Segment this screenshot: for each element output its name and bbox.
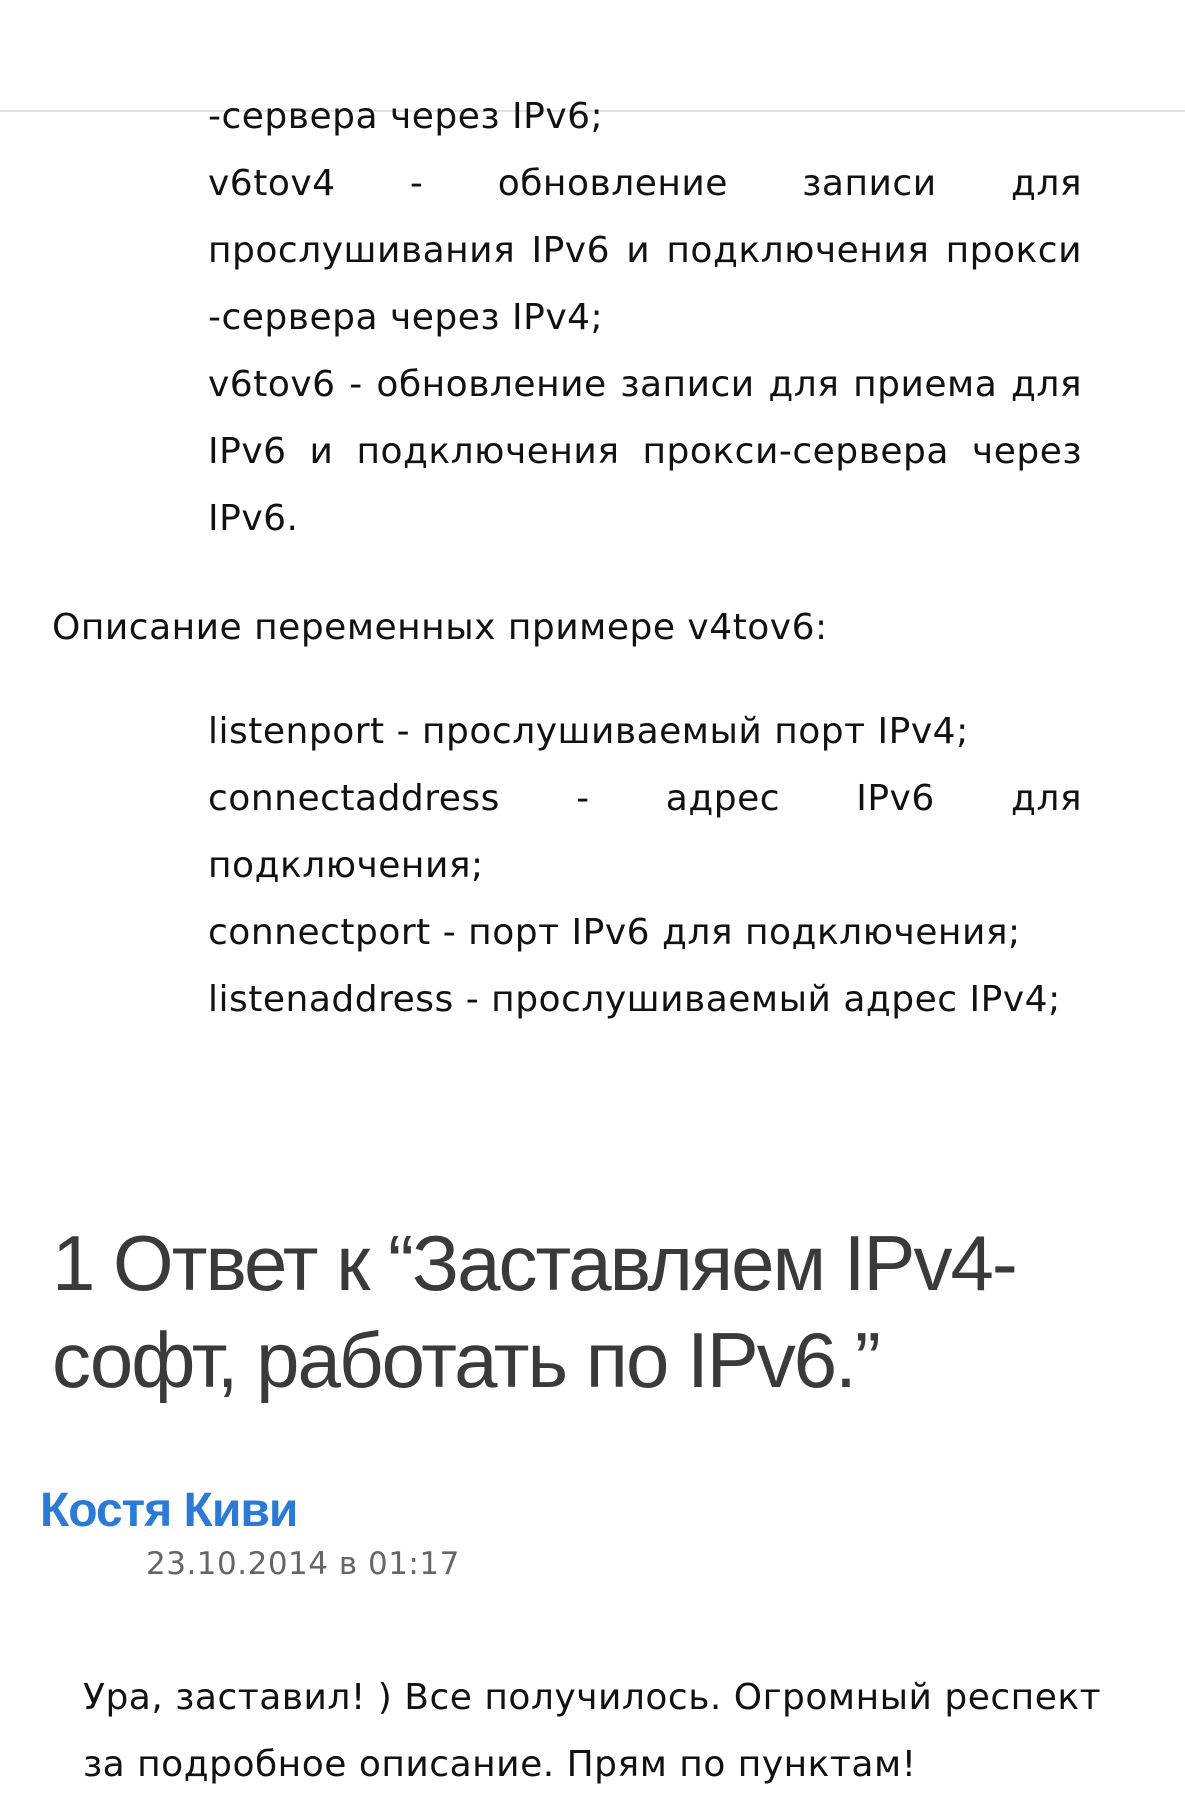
- variables-list-item: connectaddress - адрес IPv6 для подключения;: [208, 778, 1082, 886]
- modes-list-item: -сервера через IPv6;: [208, 96, 604, 137]
- comment-author-link[interactable]: Костя Киви: [40, 1484, 298, 1537]
- variables-list-item: listenport - прослушиваемый порт IPv4;: [208, 711, 969, 752]
- comment-text-paragraph: Ура, заставил! ) Все получилось. Огромный респект за подробное описание. Прям по пунктам!: [83, 1677, 1102, 1785]
- modes-list: [208, 83, 1082, 552]
- variables-list: [208, 698, 1082, 1033]
- variables-caption: Описание переменных примере v4tov6:: [52, 607, 828, 648]
- variables-list-item: connectport - порт IPv6 для подключения;: [208, 912, 1021, 953]
- comment-date-link[interactable]: 23.10.2014 в 01:17: [146, 1546, 460, 1582]
- comments-title: 1 Ответ к “Заставляем IPv4-софт, работать по IPv6.”: [52, 1219, 1016, 1404]
- modes-list-item: v6tov4 - обновление записи для прослушивания IPv6 и подключения прокси -сервера через IPv4;: [208, 163, 1082, 338]
- comment-text: [83, 1664, 1123, 1798]
- modes-list-item: v6tov6 - обновление записи для приема для IPv6 и подключения прокси-сервера через IPv6.: [208, 364, 1082, 539]
- variables-list-item: listenaddress - прослушиваемый адрес IPv4;: [208, 979, 1061, 1020]
